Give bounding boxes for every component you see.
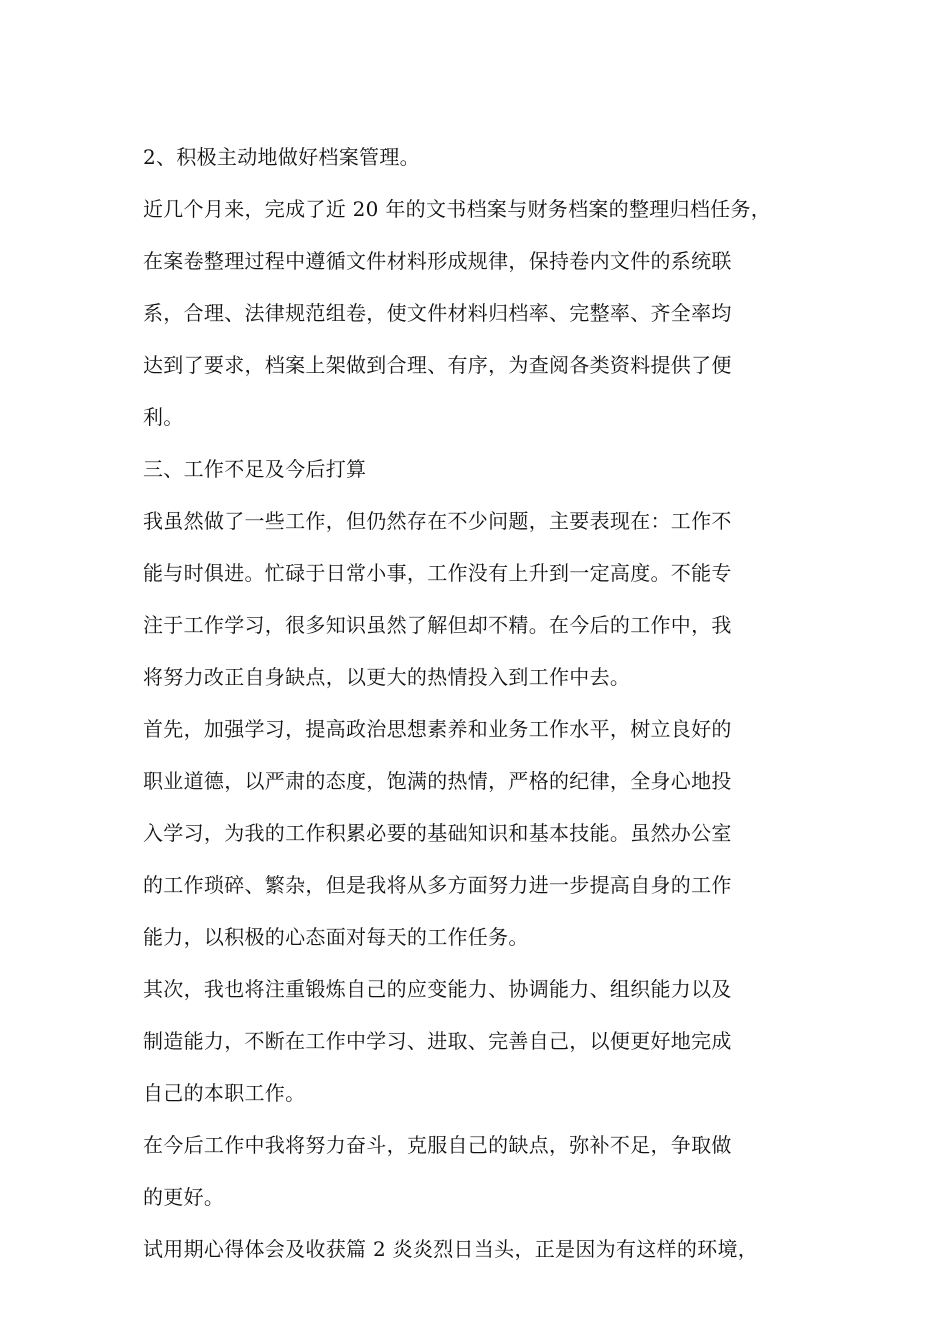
text-line: 系，合理、法律规范组卷，使文件材料归档率、完整率、齐全率均: [143, 301, 732, 325]
text-line: 近几个月来，完成了近 20 年的文书档案与财务档案的整理归档任务，: [143, 197, 772, 221]
text-line: 首先，加强学习，提高政治思想素养和业务工作水平，树立良好的: [143, 717, 732, 741]
text-line: 制造能力，不断在工作中学习、进取、完善自己，以便更好地完成: [143, 1029, 732, 1053]
text-line: 试用期心得体会及收获篇 2 炎炎烈日当头，正是因为有这样的环境，: [143, 1237, 759, 1261]
text-line: 在案卷整理过程中遵循文件材料形成规律，保持卷内文件的系统联: [143, 249, 732, 273]
text-line: 注于工作学习，很多知识虽然了解但却不精。在今后的工作中，我: [143, 613, 732, 637]
text-line: 的更好。: [143, 1185, 225, 1209]
text-line: 入学习，为我的工作积累必要的基础知识和基本技能。虽然办公室: [143, 821, 732, 845]
text-line: 将努力改正自身缺点，以更大的热情投入到工作中去。: [143, 665, 631, 689]
text-line: 职业道德，以严肃的态度，饱满的热情，严格的纪律，全身心地投: [143, 769, 732, 793]
text-line: 其次，我也将注重锻炼自己的应变能力、协调能力、组织能力以及: [143, 977, 732, 1001]
text-line: 2、积极主动地做好档案管理。: [143, 145, 420, 169]
text-line: 能与时俱进。忙碌于日常小事，工作没有上升到一定高度。不能专: [143, 561, 732, 585]
text-line: 的工作琐碎、繁杂，但是我将从多方面努力进一步提高自身的工作: [143, 873, 732, 897]
text-line: 在今后工作中我将努力奋斗，克服自己的缺点，弥补不足，争取做: [143, 1133, 732, 1157]
text-line: 能力，以积极的心态面对每天的工作任务。: [143, 925, 529, 949]
text-line: 利。: [143, 405, 184, 429]
section-heading: 三、工作不足及今后打算: [143, 457, 367, 481]
text-line: 达到了要求，档案上架做到合理、有序，为查阅各类资料提供了便: [143, 353, 732, 377]
text-line: 我虽然做了一些工作，但仍然存在不少问题，主要表现在：工作不: [143, 509, 732, 533]
text-line: 自己的本职工作。: [143, 1081, 306, 1105]
